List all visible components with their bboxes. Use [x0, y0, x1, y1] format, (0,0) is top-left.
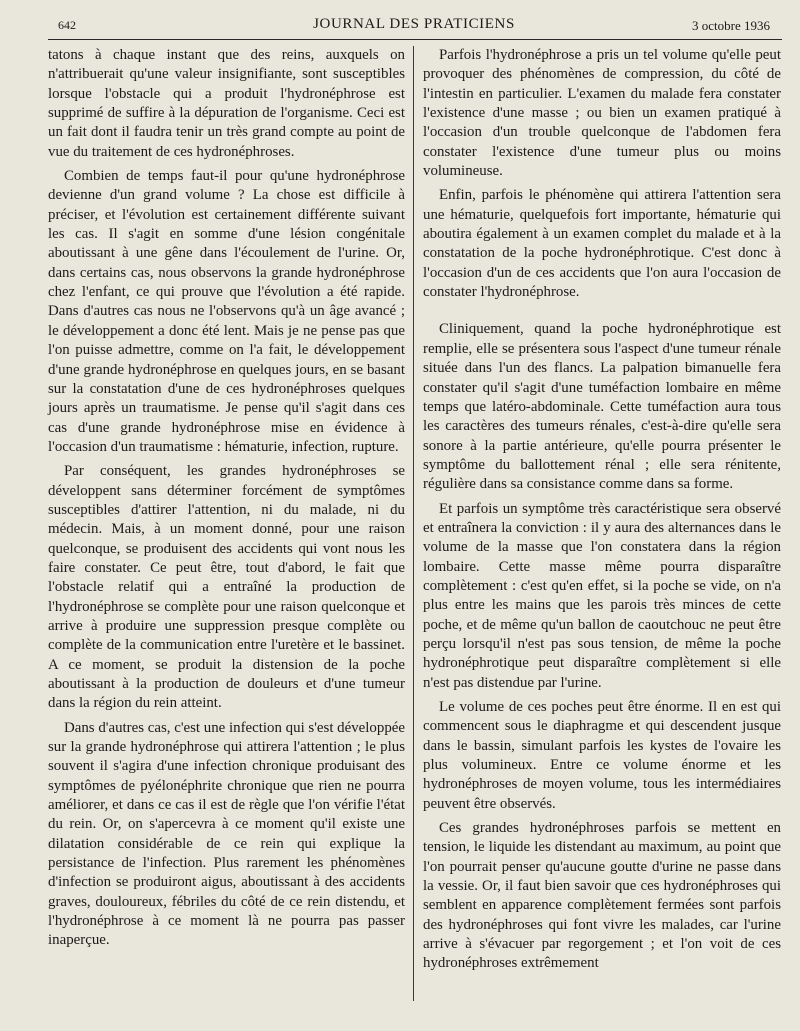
left-column: [48, 46, 405, 951]
paragraph: Par conséquent, les grandes hydronéphroses se développent sans déterminer forcément de symptômes susceptibles d'attirer l'attention, ni du malade, ni du médecin. Mais, à un moment donné, pour une raison quelconque, se produisent des accidents qui vont nous les faire constater. Ce peut être, tout d'abord, le fait que l'obstacle relatif qui a entraîné la production de l'hydronéphrose se complète pour une raison quelconque et arrive à produire une suppression presque complète ou complète de la communication entre l'uretère et le bassinet. A ce moment, se produit la distension de la poche aboutissant à la production de douleurs et d'une tumeur dans la région du rein atteint.: [48, 463, 405, 712]
header-rule: [48, 39, 782, 40]
paragraph: Cliniquement, quand la poche hydronéphrotique est remplie, elle se présentera sous l'aspect d'une tumeur rénale située dans l'un des flancs. La palpation bimanuelle fera constater qu'il s'agit d'une tuméfaction lombaire en même temps que latéro-abdominale. Cette tuméfaction aura tous les caractères des tumeurs rénales, c'est-à-dire qu'elle sera sonore à la partie antérieure, qu'elle pourra présenter le symptôme du ballottement rénal ; elle sera rénitente, régulière dans sa consistance comme dans sa forme.: [423, 321, 781, 493]
paragraph: Ces grandes hydronéphroses parfois se mettent en tension, le liquide les distendant au maximum, au point que l'on pourrait penser qu'aucune goutte d'urine ne passe dans la vessie. Or, il faut bien savoir que ces hydronéphroses qui semblent en apparence complètement fermées sont parfois des hydronéphroses qui font vivre les malades, car l'urine arrive à s'évacuer par regorgement ; et l'on voit de ces hydronéphroses extrêmement: [423, 820, 781, 972]
paragraph: Combien de temps faut-il pour qu'une hydronéphrose devienne d'un grand volume ? La chose est difficile à préciser, et l'évolution est certainement différente suivant les cas. Il s'agit en somme d'une lésion congénitale aboutissant à une gêne dans l'écoulement de l'urine. Or, dans certains cas, nous observons la grande hydronéphrose chez l'enfant, ce qui prouve que l'évolution a été rapide. Dans d'autres cas nous ne l'observons qu'à un âge avancé ; le développement a donc été lent. Mais je ne pense pas que l'on puisse admettre, comme on l'a fait, le développement d'une grande hydronéphrose en quelques jours, en se basant sur la constatation d'une de ces hydronéphroses quelques jours après un traumatisme. Je pense qu'il s'agit dans ces cas d'une grande hydronéphrose mise en évidence à l'occasion d'un traumatisme : hématurie, infection, rupture.: [48, 168, 405, 455]
right-column: [423, 46, 781, 974]
paragraph: Dans d'autres cas, c'est une infection qui s'est développée sur la grande hydronéphrose qui attirera l'attention ; le plus souvent il s'agira d'une infection chronique produisant des symptômes de pyélonéphrite chronique que rien ne pourra améliorer, et dans ce cas il est de règle que l'on vérifie l'état du rein. Or, on s'apercevra à ce moment qu'il existe une dilatation considérable de ce rein qui explique la persistance de l'infection. Plus rarement les phénomènes d'infection se produiront aigus, aboutissant à des accidents graves, douloureux, fébriles du côté de ce rein distendu, et l'hydronéphrose à ce moment là ne pourra pas passer inaperçue.: [48, 719, 405, 949]
journal-title: JOURNAL DES PRATICIENS: [313, 16, 515, 32]
issue-date: 3 octobre 1936: [692, 18, 770, 33]
column-divider: [413, 46, 414, 1001]
paragraph: Enfin, parfois le phénomène qui attirera l'attention sera une hématurie, quelquefois fort importante, hématurie qui aboutira également à un examen complet du malade et à la constatation de la poche hydronéphrotique. C'est donc à l'occasion d'un de ces accidents que l'on aura l'occasion de constater l'hydronéphrose.: [423, 187, 781, 301]
paragraph: tatons à chaque instant que des reins, auxquels on n'attribuerait qu'une valeur insignifiante, sont susceptibles lorsque l'obstacle qui a produit l'hydronéphrose est supprimé de suffire à la dépuration de l'organisme. Ceci est un fait dont il faudra tenir un très grand compte au point de vue du traitement de ces hydronéphroses.: [48, 47, 405, 160]
running-header: [58, 16, 770, 36]
paragraph: Et parfois un symptôme très caractéristique sera observé et entraînera la conviction : il y aura des alternances dans le volume de la masse que l'on constatera dans la région lombaire. Cette masse même pourra disparaître complètement : c'est qu'en effet, si la poche se vide, on n'a plus entre les mains que les parois très minces de cette poche, et de même qu'un ballon de caoutchouc ne peut être perçu lorsqu'il n'est pas sous tension, de même la poche hydronéphrotique peut disparaître complètement si elle n'est pas distendue par l'urine.: [423, 500, 781, 691]
paragraph: Le volume de ces poches peut être énorme. Il en est qui commencent sous le diaphragme et qui descendent jusque dans le bassin, simulant parfois les kystes de l'ovaire les plus volumineux. Entre ce volume énorme et les hydronéphroses de moyen volume, tous les intermédiaires peuvent être observés.: [423, 699, 781, 812]
section-break: [423, 302, 781, 320]
paragraph: Parfois l'hydronéphrose a pris un tel volume qu'elle peut provoquer des phénomènes de compression, du côté de l'intestin en particulier. L'examen du malade fera constater l'existence d'une masse ; ou bien un examen pratiqué à l'occasion d'un trouble quelconque de l'abdomen fera constater l'existence d'une tumeur plus ou moins volumineuse.: [423, 47, 781, 180]
page-number: 642: [58, 18, 76, 32]
